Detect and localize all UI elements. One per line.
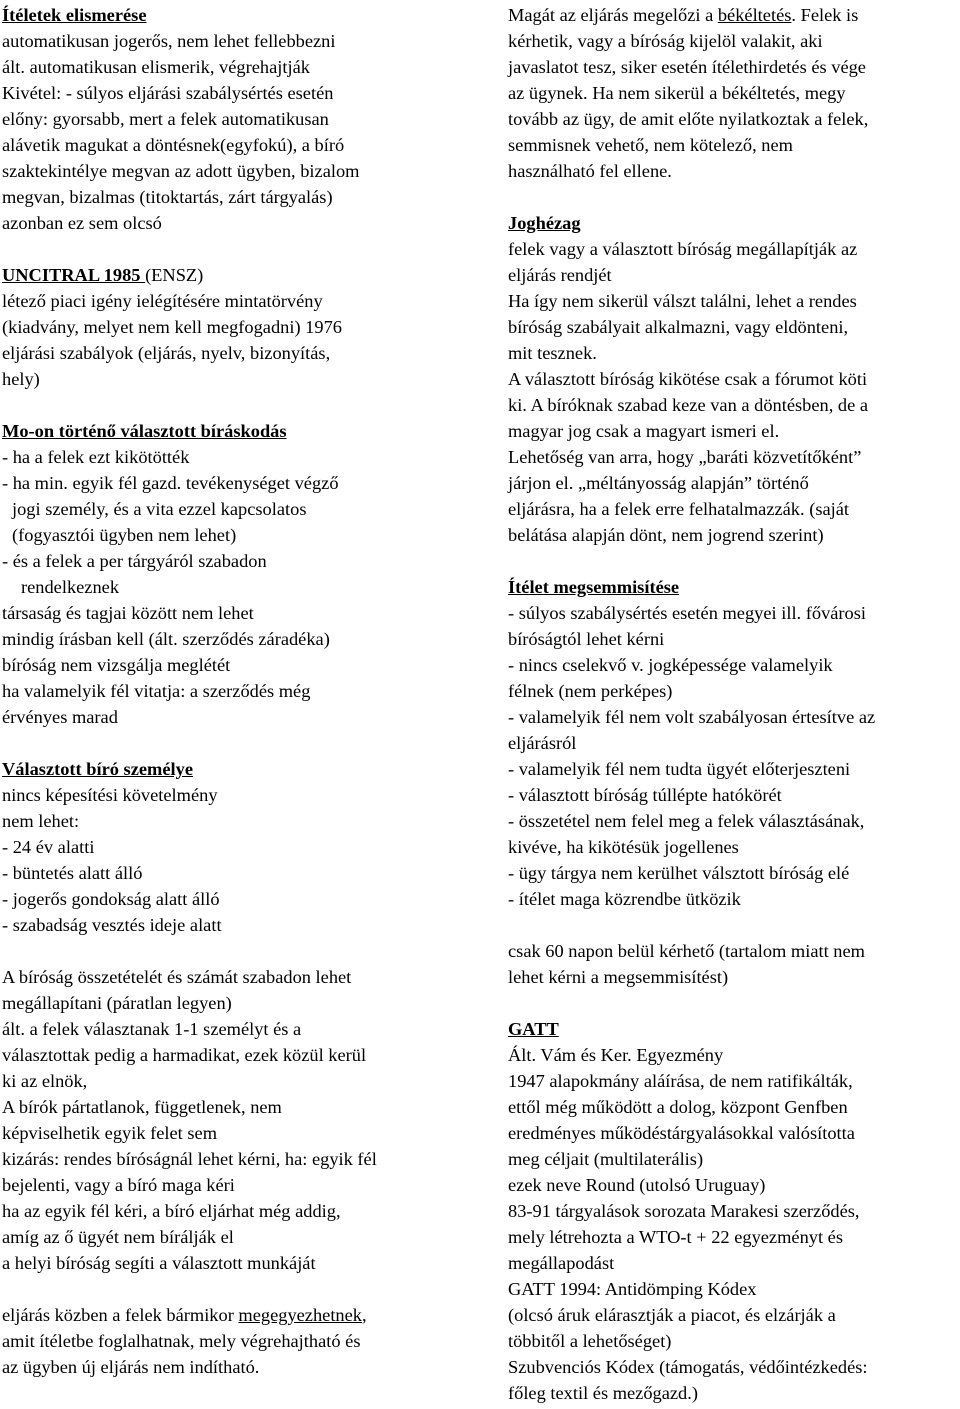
text-line: semmisnek vehető, nem kötelező, nem: [508, 135, 793, 155]
text-line: csak 60 napon belül kérhető (tartalom miatt nem: [508, 941, 865, 961]
text-line: bejelenti, vagy a bíró maga kéri: [2, 1175, 235, 1195]
text-line: automatikusan jogerős, nem lehet fellebbezni: [2, 31, 336, 51]
text-span: UNCITRAL 1985: [2, 265, 146, 285]
text-line: az ügynek. Ha nem sikerül a békéltetés, megy: [508, 83, 846, 103]
text-line: (kiadvány, melyet nem kell megfogadni) 1976: [2, 317, 342, 337]
text-line: eljárás rendjét: [508, 265, 612, 285]
text-line: képviselhetik egyik felet sem: [2, 1123, 218, 1143]
text-line: bíróságtól lehet kérni: [508, 629, 665, 649]
text-line: a helyi bíróság segíti a választott munkáját: [2, 1253, 316, 1273]
text-line: amit ítéletbe foglalhatnak, mely végrehajtható és: [2, 1331, 361, 1351]
text-line: eljárásról: [508, 733, 577, 753]
text-line: ki. A bíróknak szabad keze van a döntésben, de a: [508, 395, 869, 415]
text-line: - ítélet maga közrendbe ütközik: [508, 889, 741, 909]
text-line: A bíróság összetételét és számát szabadon lehet: [2, 967, 352, 987]
text-line: nincs képesítési követelmény: [2, 785, 218, 805]
section-heading: Ítéletek elismerése: [2, 5, 147, 25]
text-line: GATT 1994: Antidömping Kódex: [508, 1279, 757, 1299]
text-line: A bírók pártatlanok, függetlenek, nem: [2, 1097, 282, 1117]
section-heading: Joghézag: [508, 213, 581, 233]
text-line: - valamelyik fél nem volt szabályosan értesítve az: [508, 707, 876, 727]
section-heading: Választott bíró személye: [2, 759, 193, 779]
text-line: (fogyasztói ügyben nem lehet): [12, 525, 237, 545]
text-line: ezek neve Round (utolsó Uruguay): [508, 1175, 766, 1195]
text-line: eredményes működéstárgyalásokkal valósította: [508, 1123, 855, 1143]
section-heading: Ítélet megsemmisítése: [508, 577, 680, 597]
text-line: mely létrehozta a WTO-t + 22 egyezményt és: [508, 1227, 843, 1247]
text-line: - nincs cselekvő v. jogképessége valamelyik: [508, 655, 833, 675]
text-line: - választott bíróság túllépte hatókörét: [508, 785, 782, 805]
text-span: békéltetés: [717, 5, 792, 25]
text-line: nem lehet:: [2, 811, 80, 831]
text-span: (ENSZ): [145, 265, 204, 285]
text-line: felek vagy a választott bíróság megállapítják az: [508, 239, 858, 259]
text-line: Lehetőség van arra, hogy „baráti közvetítőként”: [508, 447, 862, 467]
text-line: használható fel ellene.: [508, 161, 672, 181]
text-line: - ha a felek ezt kikötötték: [2, 447, 190, 467]
text-line: - büntetés alatt álló: [2, 863, 143, 883]
text-line: amíg az ő ügyét nem bírálják el: [2, 1227, 234, 1247]
text-line: - jogerős gondokság alatt álló: [2, 889, 220, 909]
text-line: - súlyos szabálysértés esetén megyei ill. fővárosi: [508, 603, 867, 623]
text-line: ált. automatikusan elismerik, végrehajtják: [2, 57, 310, 77]
text-line: ált. a felek választanak 1-1 személyt és a: [2, 1019, 302, 1039]
text-line: hely): [2, 369, 40, 389]
text-line: társaság és tagjai között nem lehet: [2, 603, 254, 623]
text-line: kivéve, ha kikötésük jogellenes: [508, 837, 739, 857]
text-line: meg céljait (multilaterális): [508, 1149, 704, 1169]
text-line: Kivétel: - súlyos eljárási szabálysértés esetén: [2, 83, 334, 103]
text-line: tovább az ügy, de amit előte nyilatkoztak a felek,: [508, 109, 869, 129]
text-line: alávetik magukat a döntésnek(egyfokú), a bíró: [2, 135, 345, 155]
text-line: - ha min. egyik fél gazd. tevékenységet végző: [2, 473, 339, 493]
text-line: megállapítani (páratlan legyen): [2, 993, 232, 1013]
text-line: magyar jog csak a magyart ismeri el.: [508, 421, 780, 441]
text-line: kérhetik, vagy a bíróság kijelöl valakit, aki: [508, 31, 823, 51]
text-line: mit tesznek.: [508, 343, 597, 363]
text-line: létező piaci igény ielégítésére mintatörvény: [2, 291, 323, 311]
text-span: eljárás közben a felek bármikor: [2, 1305, 239, 1325]
text-line: 83-91 tárgyalások sorozata Marakesi szerződés,: [508, 1201, 860, 1221]
section-heading: GATT: [508, 1019, 559, 1039]
text-line: javaslatot tesz, siker esetén ítélethirdetés és vége: [508, 57, 866, 77]
text-line: előny: gyorsabb, mert a felek automatikusan: [2, 109, 329, 129]
text-line: kizárás: rendes bíróságnál lehet kérni, ha: egyik fél: [2, 1149, 377, 1169]
text-span: ,: [361, 1305, 367, 1325]
text-line: az ügyben új eljárás nem indítható.: [2, 1357, 260, 1377]
section-heading: Mo-on történő választott bíráskodás: [2, 421, 287, 441]
text-line: Ha így nem sikerül válszt találni, lehet a rendes: [508, 291, 857, 311]
text-line: félnek (nem perképes): [508, 681, 673, 701]
text-line: ettől még működött a dolog, központ Genfben: [508, 1097, 848, 1117]
text-line: bíróság szabályait alkalmazni, vagy eldönteni,: [508, 317, 849, 337]
text-line: megállapodást: [508, 1253, 615, 1273]
section-heading: [2, 262, 203, 288]
text-line: azonban ez sem olcsó: [2, 213, 162, 233]
text-line: megvan, bizalmas (titoktartás, zárt tárgyalás): [2, 187, 333, 207]
text-line: - 24 év alatti: [2, 837, 95, 857]
text-span: Magát az eljárás megelőzi a: [508, 5, 718, 25]
text-line: eljárásra, ha a felek erre felhatalmazzák. (saját: [508, 499, 850, 519]
text-line: többitől a lehetőséget): [508, 1331, 672, 1351]
text-line: A választott bíróság kikötése csak a fórumot köti: [508, 369, 868, 389]
text-line: rendelkeznek: [21, 577, 120, 597]
text-line: Ált. Vám és Ker. Egyezmény: [508, 1045, 724, 1065]
text-line: ha az egyik fél kéri, a bíró eljárhat még addig,: [2, 1201, 341, 1221]
text-span: . Felek is: [791, 5, 859, 25]
text-line: ha valamelyik fél vitatja: a szerződés még: [2, 681, 311, 701]
text-line: belátása alapján dönt, nem jogrend szerint): [508, 525, 824, 545]
text-line: Szubvenciós Kódex (támogatás, védőintézkedés:: [508, 1357, 868, 1377]
text-line: - szabadság vesztés ideje alatt: [2, 915, 222, 935]
text-line: érvényes marad: [2, 707, 118, 727]
text-line: lehet kérni a megsemmisítést): [508, 967, 729, 987]
text-line: (olcsó áruk elárasztják a piacot, és elzárják a: [508, 1305, 836, 1325]
text-line: főleg textil és mezőgazd.): [508, 1383, 698, 1403]
text-line: mindig írásban kell (ált. szerződés záradéka): [2, 629, 330, 649]
text-line: - összetétel nem felel meg a felek választásának,: [508, 811, 865, 831]
text-line: - és a felek a per tárgyáról szabadon: [2, 551, 267, 571]
text-span: megegyezhetnek: [238, 1305, 362, 1325]
text-line: bíróság nem vizsgálja meglétét: [2, 655, 231, 675]
text-line: jogi személy, és a vita ezzel kapcsolatos: [12, 499, 307, 519]
text-line: eljárási szabályok (eljárás, nyelv, bizonyítás,: [2, 343, 331, 363]
text-line: - valamelyik fél nem tudta ügyét előterjeszteni: [508, 759, 851, 779]
text-line: választottak pedig a harmadikat, ezek közül kerül: [2, 1045, 367, 1065]
text-line: ki az elnök,: [2, 1071, 88, 1091]
text-line: [508, 2, 858, 28]
text-line: - ügy tárgya nem kerülhet válsztott bíróság elé: [508, 863, 850, 883]
text-line: szaktekintélye megvan az adott ügyben, bizalom: [2, 161, 360, 181]
text-line: 1947 alapokmány aláírása, de nem ratifikálták,: [508, 1071, 853, 1091]
text-line: járjon el. „méltányosság alapján” történő: [508, 473, 809, 493]
text-line: [2, 1302, 367, 1328]
